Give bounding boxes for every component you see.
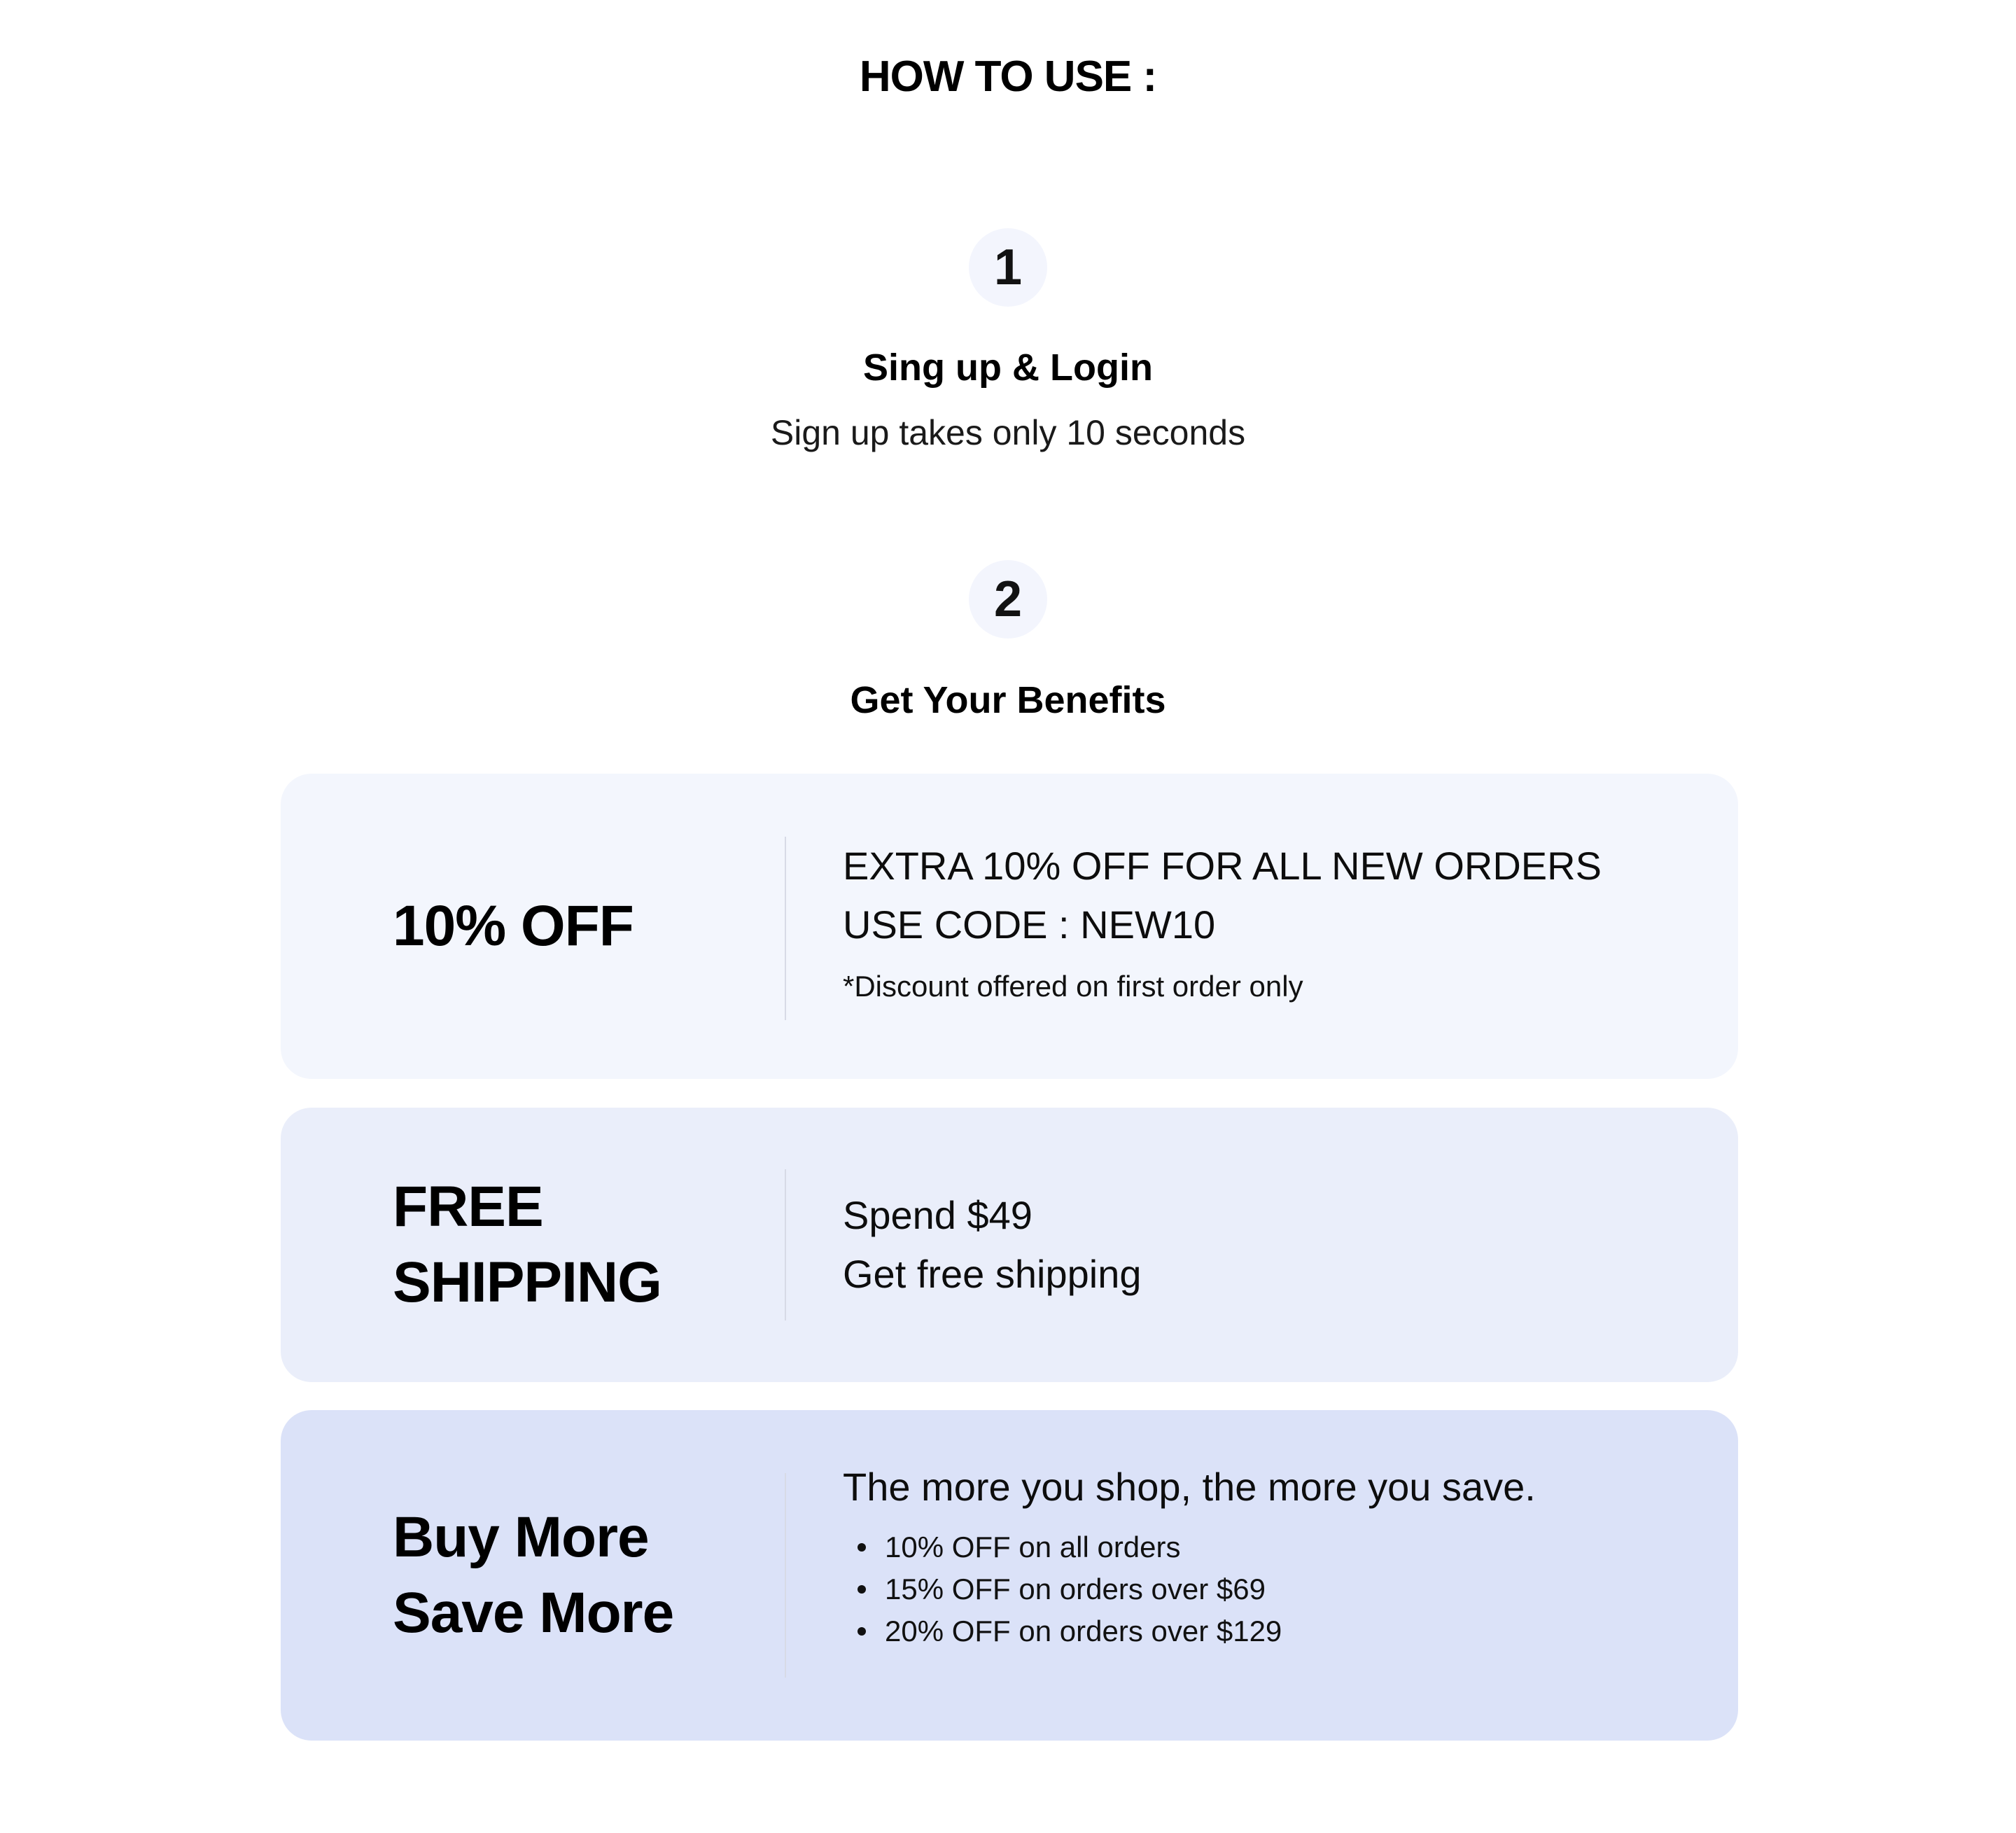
page-title: HOW TO USE :	[859, 53, 1157, 101]
step-title: Get Your Benefits	[850, 679, 1166, 721]
bullet-icon	[858, 1627, 866, 1636]
benefit-note: *Discount offered on first order only	[843, 970, 1303, 1003]
discount-tier-item	[843, 1610, 1696, 1652]
step-number-badge: 2	[969, 560, 1047, 639]
step-title: Sing up & Login	[863, 347, 1153, 389]
discount-tier-item	[843, 1568, 1696, 1610]
bullet-icon	[858, 1585, 866, 1594]
discount-tier-list	[843, 1526, 1696, 1652]
step-description: Sign up takes only 10 seconds	[770, 413, 1246, 452]
bullet-icon	[858, 1543, 866, 1552]
promo-code-line: USE CODE : NEW10	[843, 902, 1216, 947]
discount-tier-item	[843, 1526, 1696, 1568]
benefit-headline-line: Buy More	[393, 1505, 649, 1569]
card-divider	[785, 837, 786, 1020]
card-divider	[785, 1473, 786, 1678]
benefit-details	[843, 837, 1696, 1006]
benefit-card-tiered-discount	[281, 1410, 1738, 1741]
benefit-line: EXTRA 10% OFF FOR ALL NEW ORDERS	[843, 844, 1602, 888]
discount-tier-text: 20% OFF on orders over $129	[885, 1615, 1282, 1647]
benefit-headline	[393, 888, 634, 964]
benefit-details	[843, 1186, 1696, 1304]
benefit-card-new-order-discount	[281, 774, 1738, 1079]
discount-tier-text: 15% OFF on orders over $69	[885, 1573, 1266, 1605]
benefit-headline-line: 10% OFF	[393, 894, 634, 958]
benefit-headline-line: FREE	[393, 1175, 543, 1239]
benefit-line: The more you shop, the more you save.	[843, 1465, 1536, 1509]
discount-tier-text: 10% OFF on all orders	[885, 1531, 1181, 1563]
benefit-headline	[393, 1169, 662, 1320]
benefit-details	[843, 1458, 1696, 1652]
benefit-headline	[393, 1500, 673, 1651]
benefit-card-free-shipping	[281, 1108, 1738, 1382]
benefit-line: Get free shipping	[843, 1252, 1142, 1296]
benefit-headline-line: Save More	[393, 1581, 674, 1645]
benefit-line: Spend $49	[843, 1193, 1032, 1237]
card-divider	[785, 1169, 786, 1320]
benefit-headline-line: SHIPPING	[393, 1250, 662, 1314]
step-number-badge: 1	[969, 228, 1047, 307]
